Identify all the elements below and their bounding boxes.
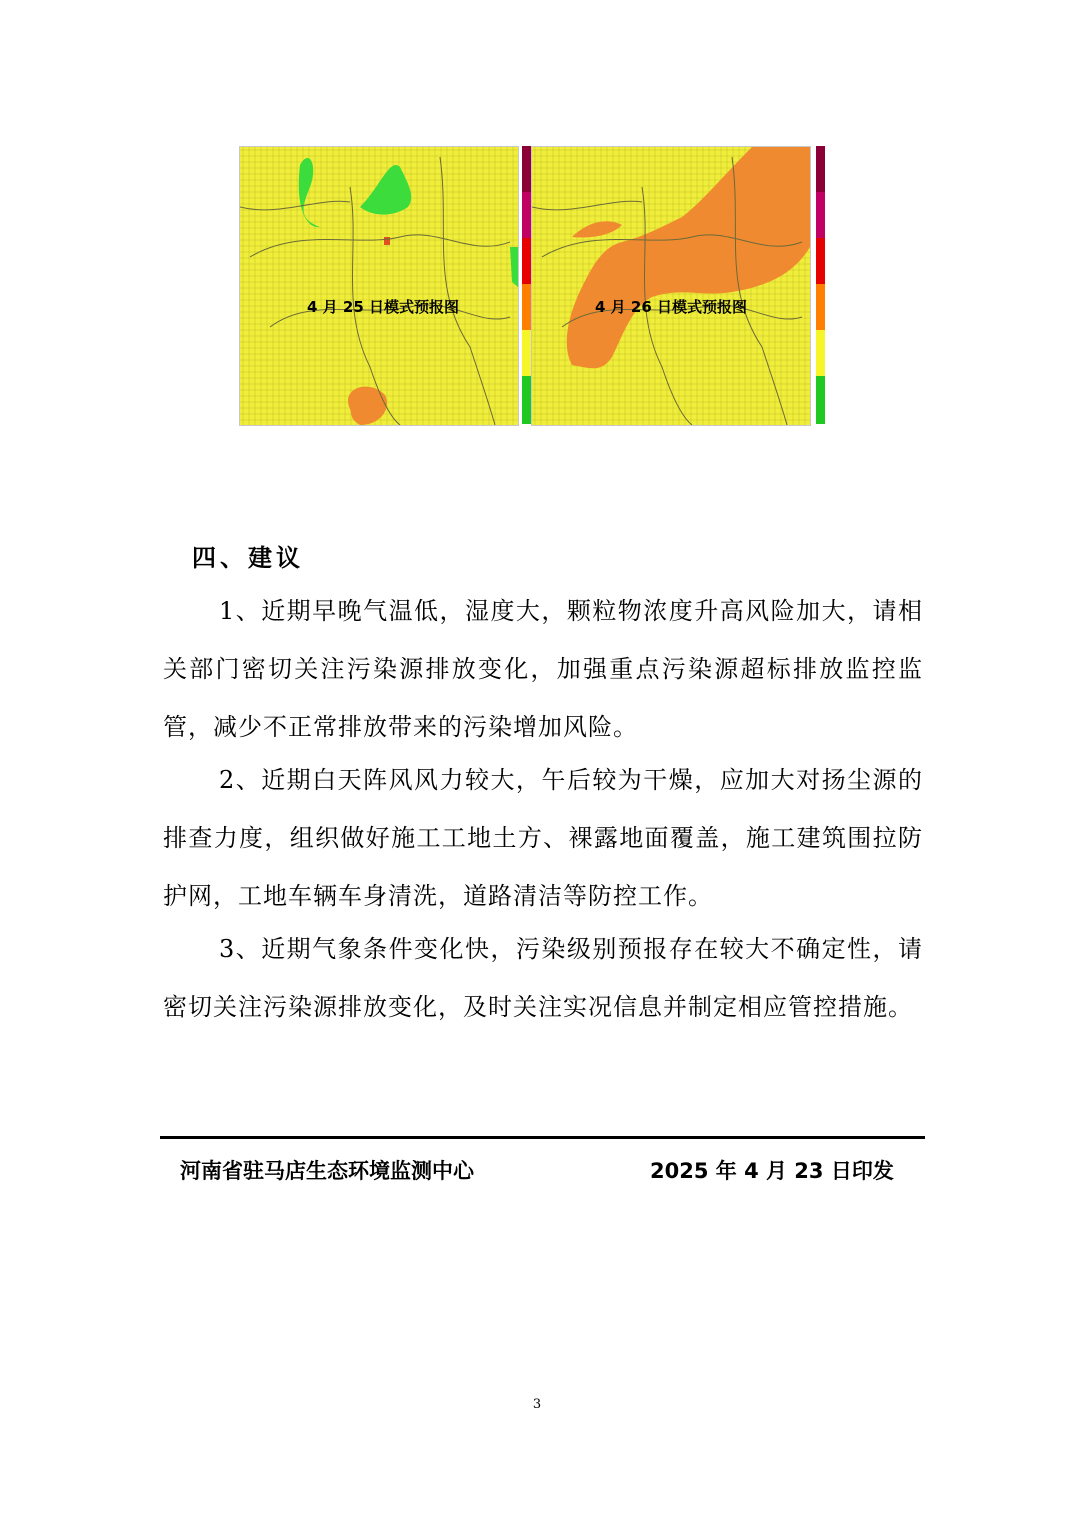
map-image <box>239 146 519 426</box>
issue-date: 2025 年 4 月 23 日印发 <box>650 1159 894 1183</box>
issuer-name: 河南省驻马店生态环境监测中心 <box>180 1159 474 1183</box>
paragraph-3: 3、近期气象条件变化快，污染级别预报存在较大不确定性，请密切关注污染源排放变化，及时关注实况信息并制定相应管控措施。 <box>163 935 923 1021</box>
figure-caption-right: 4 月 26 日模式预报图 <box>595 298 747 316</box>
color-legend-bar <box>816 146 825 424</box>
paragraph-2: 2、近期白天阵风风力较大，午后较为干燥，应加大对扬尘源的排查力度，组织做好施工工地土方、裸露地面覆盖，施工建筑围拉防护网，工地车辆车身清洗，道路清洁等防控工作。 <box>163 766 923 910</box>
footer-divider <box>160 1136 925 1139</box>
page-number: 3 <box>532 1397 542 1412</box>
color-legend-bar <box>522 146 531 424</box>
figure-caption-left: 4 月 25 日模式预报图 <box>307 298 459 316</box>
paragraph-1: 1、近期早晚气温低，湿度大，颗粒物浓度升高风险加大，请相关部门密切关注污染源排放变化，加强重点污染源超标排放监控监管，减少不正常排放带来的污染增加风险。 <box>163 597 923 741</box>
section-heading: 四、建议 <box>192 544 304 572</box>
map-image <box>531 146 811 426</box>
